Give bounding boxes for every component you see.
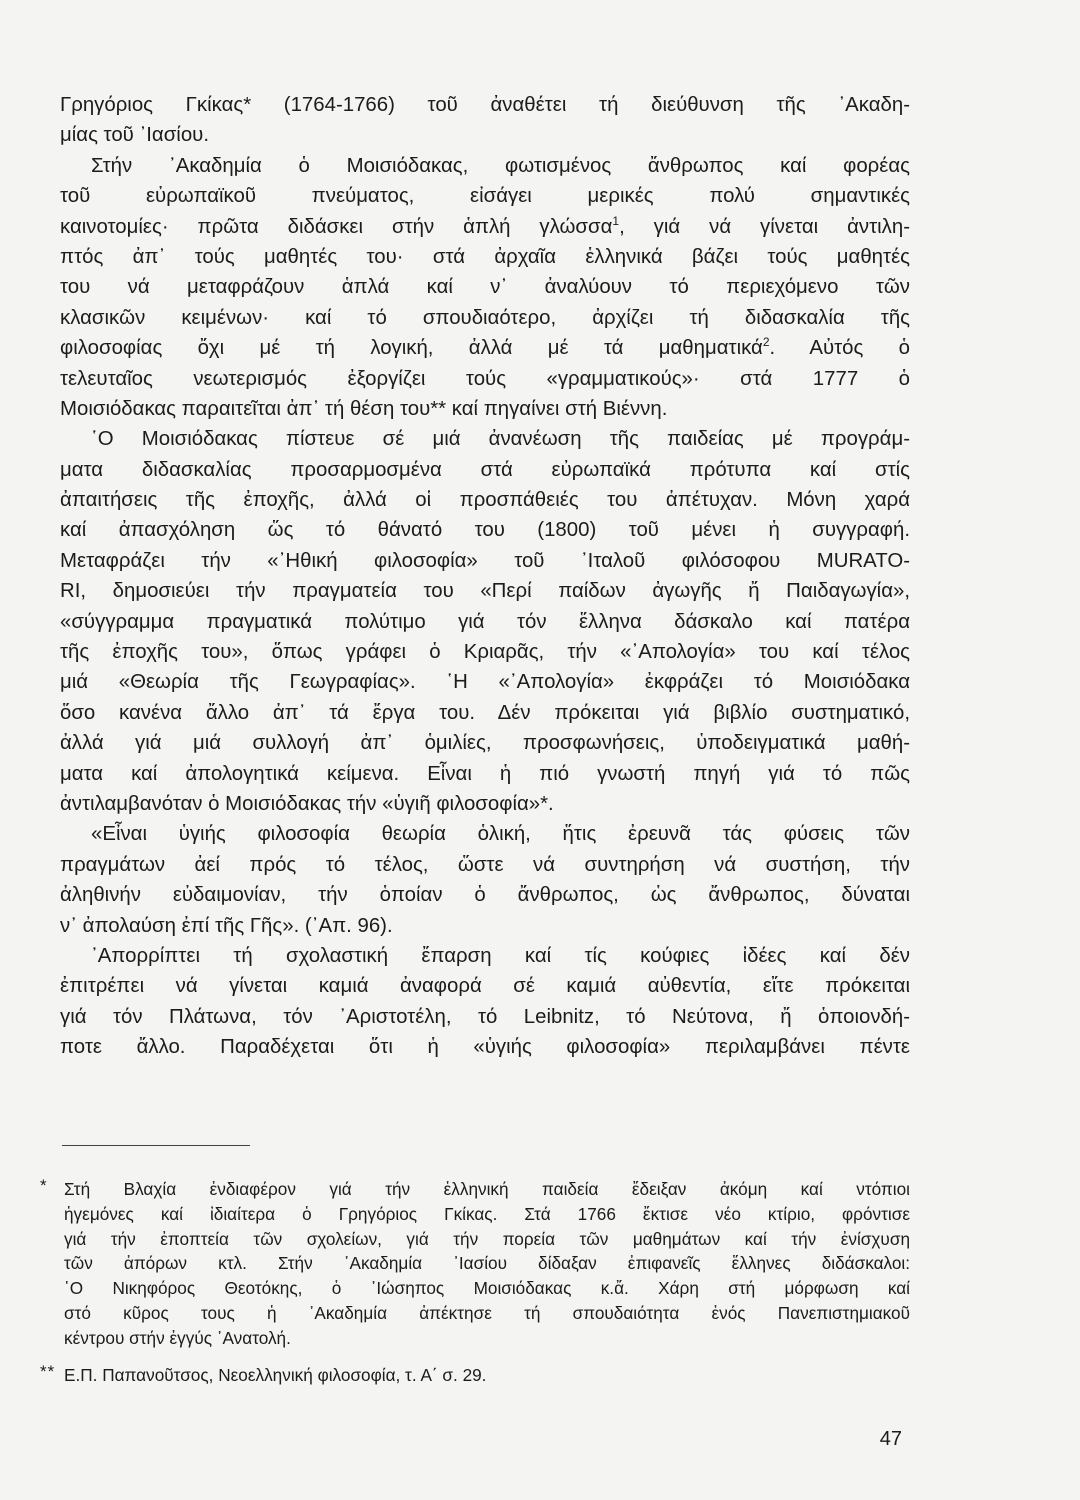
text-line: Γρηγόριος Γκίκας* (1764-1766) τοῦ ἀναθέτει τή διεύθυνση τῆς ᾽Ακαδη- xyxy=(60,94,910,116)
text-line: Μεταφράζει τήν «᾽Ηθική φιλοσοφία» τοῦ ᾽Ιταλοῦ φιλόσοφου MURATO- xyxy=(60,549,910,572)
text-line: τελευταῖος νεωτερισμός ἐξοργίζει τούς «γραμματικούς»· στά 1777 ὁ xyxy=(60,367,910,390)
text-line: του νά μεταφράζουν ἁπλά καί ν᾽ ἀναλύουν τό περιεχόμενο τῶν xyxy=(60,276,910,299)
footnote-line: γιά τήν ἐποπτεία τῶν σχολείων, γιά τήν πορεία τῶν μαθημάτων καί τήν ἐνίσχυση xyxy=(64,1228,910,1249)
text-line: ματα καί ἀπολογητικά κείμενα. Εἶναι ἡ πιό γνωστή πηγή γιά τό πῶς xyxy=(60,762,910,785)
footnote-reference: 1 xyxy=(612,213,620,228)
text-line: γιά τόν Πλάτωνα, τόν ᾽Αριστοτέλη, τό Leibnitz, τό Νεύτονα, ἤ ὁποιονδή- xyxy=(60,1005,910,1028)
text-line: Στήν ᾽Ακαδημία ὁ Μοισιόδακας, φωτισμένος ἄνθρωπος καί φορέας xyxy=(91,154,910,177)
text-line: ᾽Απορρίπτει τή σχολαστική ἔπαρση καί τίς κούφιες ἰδέες καί δέν xyxy=(91,944,910,967)
text-line: ἀπαιτήσεις τῆς ἐποχῆς, ἀλλά οἱ προσπάθειές του ἀπέτυχαν. Μόνη χαρά xyxy=(60,489,910,512)
text-line: μίας τοῦ ᾽Ιασίου. xyxy=(60,124,209,147)
text-line: ῾Ο Μοισιόδακας πίστευε σέ μιά ἀνανέωση τῆς παιδείας μέ προγράμ- xyxy=(91,428,910,451)
text-line: κλασικῶν κειμένων· καί τό σπουδιαότερο, ἀρχίζει τή διδασκαλία τῆς xyxy=(60,306,910,329)
text-line: ν᾽ ἀπολαύση ἐπί τῆς Γῆς». (᾽Απ. 96). xyxy=(60,914,393,937)
footnotes xyxy=(40,1177,910,1387)
text-line: μιά «Θεωρία τῆς Γεωγραφίας». ῾Η «᾽Απολογία» ἐκφράζει τό Μοισιόδακα xyxy=(60,671,910,694)
text-line: πραγμάτων ἀεί πρός τό τέλος, ὥστε νά συντηρήση νά συστήση, τήν xyxy=(60,853,910,876)
text-line: Μοισιόδακας παραιτεῖται ἀπ᾽ τή θέση του** καί πηγαίνει στή Βιέννη. xyxy=(60,397,668,420)
footnote-line: ** Ε.Π. Παπανοῦτσος, Νεοελληνική φιλοσοφία, τ. Α΄ σ. 29. xyxy=(40,1361,487,1385)
footnote-reference: 2 xyxy=(762,335,770,350)
text-line: ὅσο κανένα ἄλλο ἀπ᾽ τά ἔργα του. Δέν πρόκειται γιά βιβλίο συστηματικό, xyxy=(60,701,910,724)
text-line: RI, δημοσιεύει τήν πραγματεία του «Περί παίδων ἀγωγῆς ἤ Παιδαγωγία», xyxy=(60,580,910,603)
footnote-line: στό κῦρος τους ἡ ᾽Ακαδημία ἀπέκτησε τή σπουδαιότητα ἑνός Πανεπιστημιακοῦ xyxy=(64,1302,910,1323)
footnote-marker: * xyxy=(40,1176,48,1195)
text-line: ἀλλά γιά μιά συλλογή ἀπ᾽ ὁμιλίες, προσφωνήσεις, ὑποδειγματικά μαθή- xyxy=(60,732,910,755)
footnote-line: * Στή Βλαχία ἐνδιαφέρον γιά τήν ἑλληνική παιδεία ἔδειξαν ἀκόμη καί ντόπιοι xyxy=(40,1176,910,1199)
footnote-line: κέντρου στήν ἐγγύς ᾽Ανατολή. xyxy=(64,1327,291,1348)
footnote-line: τῶν ἀπόρων κτλ. Στήν ᾽Ακαδημία ᾽Ιασίου δίδαξαν ἐπιφανεῖς ἕλληνες διδάσκαλοι: xyxy=(64,1253,910,1274)
text-line: «σύγγραμμα πραγματικά πολύτιμο γιά τόν ἕλληνα δάσκαλο καί πατέρα xyxy=(60,610,910,633)
footnote-separator xyxy=(62,1145,250,1146)
page-number: 47 xyxy=(879,1428,902,1450)
footnote-marker: ** xyxy=(40,1361,56,1381)
footnote-line: ῾Ο Νικηφόρος Θεοτόκης, ὁ ᾽Ιώσηπος Μοισιόδακας κ.ἄ. Χάρη στή μόρφωση καί xyxy=(64,1278,910,1299)
footnote-line: ἡγεμόνες καί ἰδιαίτερα ὁ Γρηγόριος Γκίκας. Στά 1766 ἔκτισε νέο κτίριο, φρόντισε xyxy=(64,1203,910,1224)
text-line: ἀντιλαμβανόταν ὁ Μοισιόδακας τήν «ὑγιῆ φιλοσοφία»*. xyxy=(60,792,554,815)
text-line: πτός ἀπ᾽ τούς μαθητές του· στά ἀρχαῖα ἑλληνικά βάζει τούς μαθητές xyxy=(60,245,910,268)
text-line: «Εἶναι ὑγιής φιλοσοφία θεωρία ὁλική, ἥτις ἐρευνᾶ τάς φύσεις τῶν xyxy=(91,823,910,846)
text-line: ματα διδασκαλίας προσαρμοσμένα στά εὐρωπαϊκά πρότυπα καί στίς xyxy=(60,458,910,481)
text-line: τοῦ εὐρωπαϊκοῦ πνεύματος, εἰσάγει μερικές πολύ σημαντικές xyxy=(60,185,910,208)
text-line: ἐπιτρέπει νά γίνεται καμιά ἀναφορά σέ καμιά αὐθεντία, εἴτε πρόκειται xyxy=(60,975,910,998)
main-text-body xyxy=(60,90,910,1063)
text-line: ἀληθινήν εὐδαιμονίαν, τήν ὁποίαν ὁ ἄνθρωπος, ὡς ἄνθρωπος, δύναται xyxy=(60,884,910,907)
text-line: φιλοσοφίας ὄχι μέ τή λογική, ἀλλά μέ τά μαθηματικά$^2$. Αὐτός ὁ xyxy=(60,335,911,360)
text-line: τῆς ἐποχῆς του», ὅπως γράφει ὁ Κριαρᾶς, τήν «᾽Απολογία» του καί τέλος xyxy=(60,641,910,664)
text-line: καινοτομίες· πρῶτα διδάσκει στήν ἁπλή γλώσσα$^1$, γιά νά γίνεται ἀντιλη- xyxy=(60,213,910,238)
text-line: ποτε ἄλλο. Παραδέχεται ὅτι ἡ «ὑγιής φιλοσοφία» περιλαμβάνει πέντε xyxy=(60,1036,910,1059)
text-line: καί ἀπασχόληση ὥς τό θάνατό του (1800) τοῦ μένει ἡ συγγραφή. xyxy=(60,519,910,542)
